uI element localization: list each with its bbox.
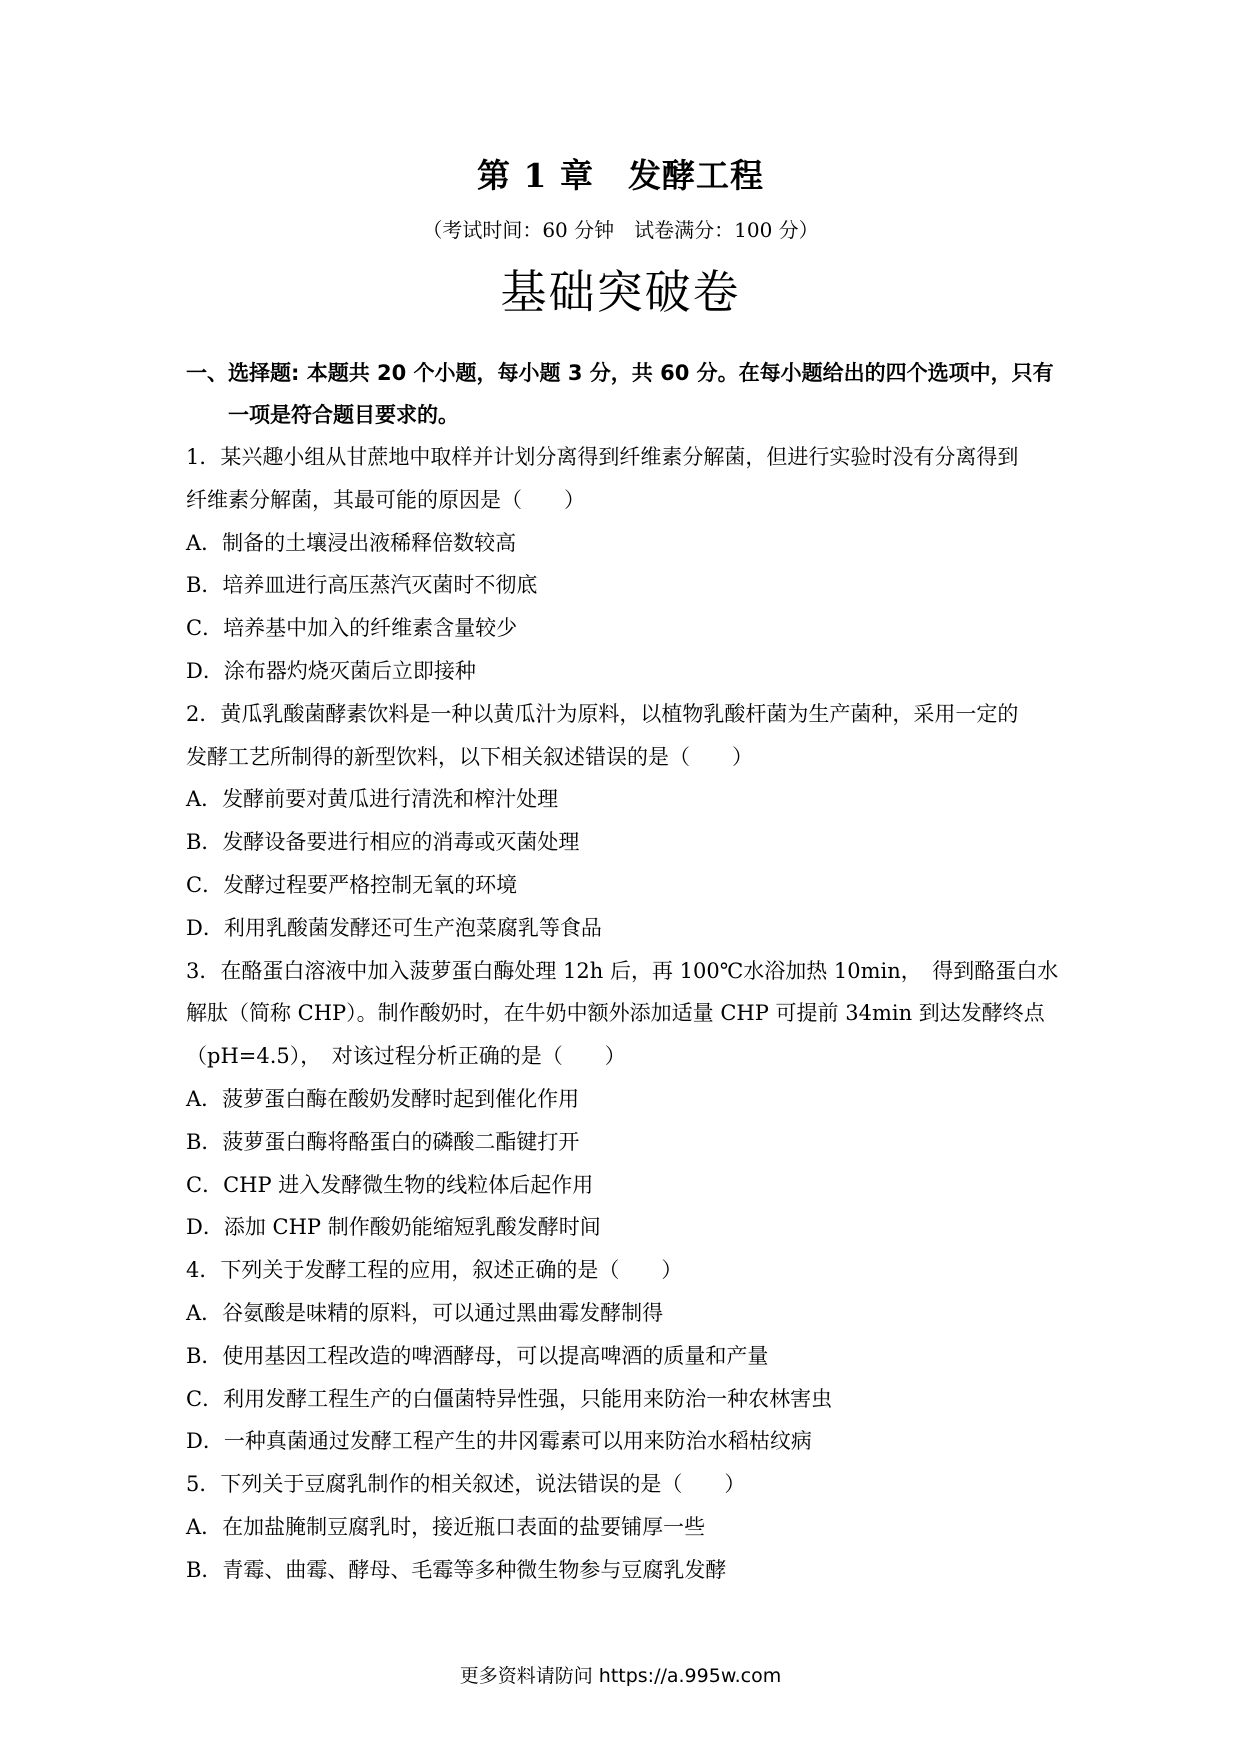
question-stem-line: 纤维素分解菌，其最可能的原因是（ ） xyxy=(186,487,585,512)
footer-link[interactable]: 更多资料请防问 https://a.995w.com xyxy=(459,1665,782,1687)
question-option: B．发酵设备要进行相应的消毒或灭菌处理 xyxy=(186,830,580,855)
question-option: C．CHP 进入发酵微生物的线粒体后起作用 xyxy=(186,1172,594,1197)
question-option: A．发酵前要对黄瓜进行清洗和榨汁处理 xyxy=(186,787,559,812)
question-option: D．添加 CHP 制作酸奶能缩短乳酸发酵时间 xyxy=(186,1215,601,1240)
question-option: D．一种真菌通过发酵工程产生的井冈霉素可以用来防治水稻枯纹病 xyxy=(186,1429,812,1454)
section-heading xyxy=(186,352,1066,436)
question-stem-line: （pH=4.5）， 对该过程分析正确的是（ ） xyxy=(186,1044,626,1069)
question-option: B．青霉、曲霉、酵母、毛霉等多种微生物参与豆腐乳发酵 xyxy=(186,1557,727,1582)
question-option: D．涂布器灼烧灭菌后立即接种 xyxy=(186,658,476,683)
question-stem-line: 3．在酪蛋白溶液中加入菠萝蛋白酶处理 12h 后，再 100℃水浴加热 10min， 得到酪蛋白水 xyxy=(186,958,1059,983)
question-option: A．制备的土壤浸出液稀释倍数较高 xyxy=(186,530,517,555)
section-heading-line-1: 一、选择题: 本题共 20 个小题，每小题 3 分，共 60 分。在每小题给出的四个选项中，只有 xyxy=(186,361,1054,385)
question-option: C．利用发酵工程生产的白僵菌特异性强，只能用来防治一种农林害虫 xyxy=(186,1386,833,1411)
exam-info: （考试时间：60 分钟 试卷满分：100 分） xyxy=(422,218,819,242)
question-block xyxy=(186,950,1066,1250)
question-option: B．使用基因工程改造的啤酒酵母，可以提高啤酒的质量和产量 xyxy=(186,1343,769,1368)
question-stem-line: 发酵工艺所制得的新型饮料，以下相关叙述错误的是（ ） xyxy=(186,744,753,769)
question-block xyxy=(186,436,1066,693)
question-stem-line: 1．某兴趣小组从甘蔗地中取样并计划分离得到纤维素分解菌，但进行实验时没有分离得到 xyxy=(186,445,1019,469)
question-option: B．培养皿进行高压蒸汽灭菌时不彻底 xyxy=(186,573,538,598)
question-stem-line: 5．下列关于豆腐乳制作的相关叙述，说法错误的是（ ） xyxy=(186,1472,746,1497)
section-heading-line-2: 一项是符合题目要求的。 xyxy=(228,403,459,427)
question-option: A．谷氨酸是味精的原料，可以通过黑曲霉发酵制得 xyxy=(186,1300,664,1325)
question-block xyxy=(186,1463,1066,1591)
question-stem-line: 解肽（简称 CHP）。制作酸奶时，在牛奶中额外添加适量 CHP 可提前 34min 到达发酵终点 xyxy=(186,1001,1045,1026)
question-option: C．发酵过程要严格控制无氧的环境 xyxy=(186,872,518,897)
question-block xyxy=(186,693,1066,950)
question-stem-line: 2．黄瓜乳酸菌酵素饮料是一种以黄瓜汁为原料，以植物乳酸杆菌为生产菌种，采用一定的 xyxy=(186,701,1019,726)
question-stem-line: 4．下列关于发酵工程的应用，叙述正确的是（ ） xyxy=(186,1258,683,1283)
question-option: B．菠萝蛋白酶将酪蛋白的磷酸二酯键打开 xyxy=(186,1129,580,1154)
chapter-title: 第 1 章 发酵工程 xyxy=(477,156,764,195)
question-list xyxy=(186,436,1066,1592)
question-option: A．在加盐腌制豆腐乳时，接近瓶口表面的盐要铺厚一些 xyxy=(186,1514,706,1539)
paper-type-title: 基础突破卷 xyxy=(500,265,741,319)
question-option: A．菠萝蛋白酶在酸奶发酵时起到催化作用 xyxy=(186,1086,580,1111)
question-option: C．培养基中加入的纤维素含量较少 xyxy=(186,616,518,641)
question-block xyxy=(186,1249,1066,1463)
question-option: D．利用乳酸菌发酵还可生产泡菜腐乳等食品 xyxy=(186,915,602,940)
